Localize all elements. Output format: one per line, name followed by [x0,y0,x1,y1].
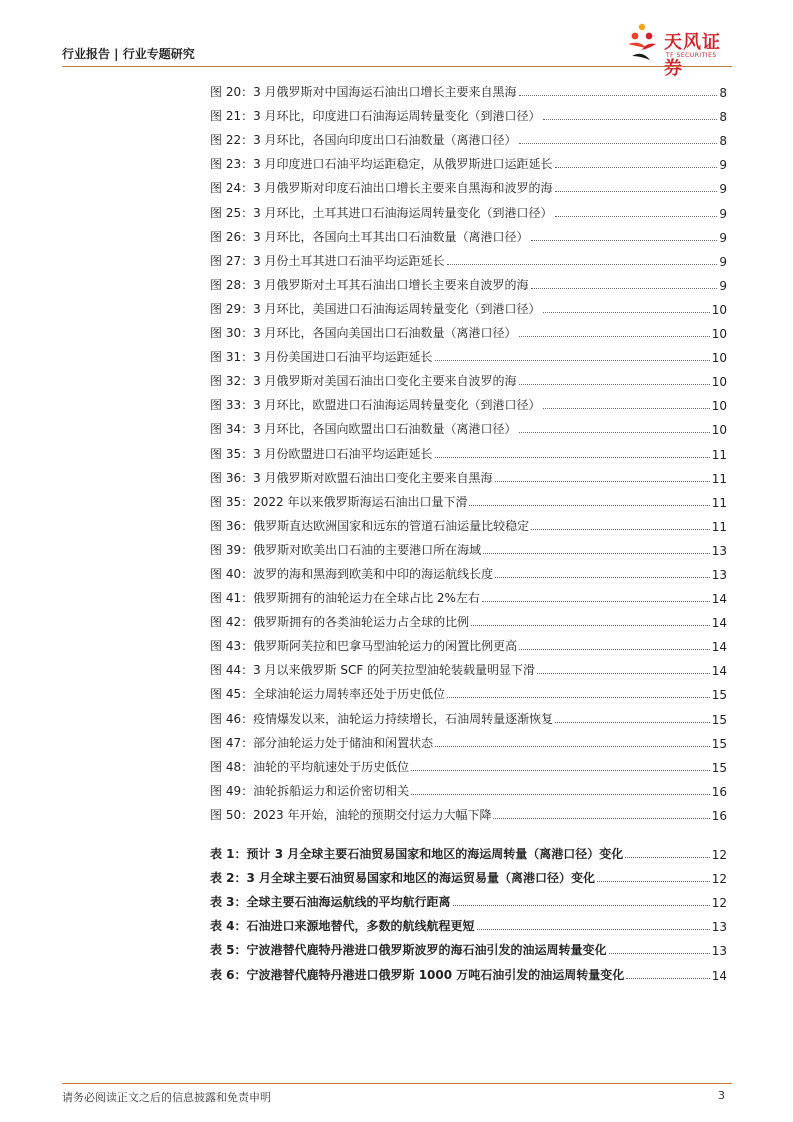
figure-entry[interactable] [210,775,727,799]
dot-leader [543,312,710,313]
figure-entry-title: 图 41：俄罗斯拥有的油轮运力在全球占比 2%左右 [210,591,480,606]
figure-entry[interactable] [210,317,727,341]
figure-entry-page: 10 [711,302,727,317]
figure-entry-page: 11 [711,447,727,462]
figure-entry[interactable] [210,486,727,510]
dot-leader [411,794,710,795]
logo-subtitle: TF SECURITIES [666,52,717,59]
figure-entry-title: 图 36：俄罗斯直达欧洲国家和远东的管道石油运量比较稳定 [210,518,530,533]
footer-divider [62,1083,732,1084]
figure-entry[interactable] [210,221,727,245]
dot-leader [537,673,710,674]
footer-disclaimer: 请务必阅读正文之后的信息披露和免责申明 [62,1091,271,1104]
table-entry[interactable] [210,862,727,886]
figure-entry[interactable] [210,799,727,823]
figure-entry[interactable] [210,245,727,269]
dot-leader [555,167,718,168]
figure-entry-title: 图 29：3 月环比，美国进口石油海运周转量变化（到港口径） [210,301,541,316]
dot-leader [471,625,710,626]
figure-entry-title: 图 44：3 月以来俄罗斯 SCF 的阿芙拉型油轮装载量明显下滑 [210,663,536,678]
figure-entry-page: 10 [711,399,727,414]
dot-leader [597,881,710,882]
table-entry-title: 表 3：全球主要石油海运航线的平均航行距离 [210,895,451,910]
figure-entry[interactable] [210,76,727,100]
figure-entry-page: 14 [711,664,727,679]
dot-leader [447,697,710,698]
dot-leader [435,746,710,747]
figure-entry[interactable] [210,100,727,124]
figure-entry-page: 15 [711,760,727,775]
dot-leader [543,408,710,409]
figure-entry-page: 8 [719,110,727,125]
figure-entry[interactable] [210,437,727,461]
company-logo [622,20,737,79]
dot-leader [519,95,718,96]
figure-entry-page: 11 [711,519,727,534]
dot-leader [625,857,709,858]
figure-entry-page: 9 [719,206,727,221]
dot-leader [531,288,718,289]
figure-entry-title: 图 21：3 月环比，印度进口石油海运周转量变化（到港口径） [210,109,541,124]
logo-mark-icon [622,22,662,66]
figure-entry-title: 图 35：3 月份欧盟进口石油平均运距延长 [210,446,433,461]
figure-entry-title: 图 31：3 月份美国进口石油平均运距延长 [210,350,433,365]
table-entry-page: 13 [711,920,727,935]
figure-entry-title: 图 25：3 月环比，土耳其进口石油海运周转量变化（到港口径） [210,205,553,220]
figure-entry-title: 图 20：3 月俄罗斯对中国海运石油出口增长主要来自黑海 [210,85,517,100]
figure-entry[interactable] [210,534,727,558]
dot-leader [435,457,710,458]
figure-entry[interactable] [210,678,727,702]
dot-leader [447,264,718,265]
figure-entry-page: 8 [719,86,727,101]
figure-entry-page: 13 [711,543,727,558]
dot-leader [519,432,710,433]
dot-leader [609,953,710,954]
dot-leader [482,601,710,602]
table-entry-title: 表 4：石油进口来源地替代，多数的航线航程更短 [210,919,475,934]
figure-entry-title: 图 47：部分油轮运力处于储油和闲置状态 [210,735,434,750]
header-divider [62,66,732,67]
figure-entry[interactable] [210,148,727,172]
figure-entry-title: 图 39：俄罗斯对欧美出口石油的主要港口所在海域 [210,542,482,557]
figure-entry[interactable] [210,727,727,751]
figure-entry[interactable] [210,751,727,775]
figure-entry-title: 图 27：3 月份土耳其进口石油平均运距延长 [210,253,445,268]
table-entry-title: 表 5：宁波港替代鹿特丹港进口俄罗斯波罗的海石油引发的油运周转量变化 [210,943,607,958]
table-entry-page: 12 [711,872,727,887]
dot-leader [555,191,718,192]
figure-entry-page: 14 [711,592,727,607]
table-entry[interactable] [210,838,727,862]
figure-entry-page: 15 [711,688,727,703]
figure-entry-title: 图 49：油轮拆船运力和运价密切相关 [210,783,410,798]
table-entry[interactable] [210,886,727,910]
dot-leader [519,649,710,650]
figure-entry[interactable] [210,293,727,317]
dot-leader [495,577,710,578]
figure-entry[interactable] [210,702,727,726]
figure-entry-page: 10 [711,423,727,438]
dot-leader [477,929,710,930]
figure-entry-page: 14 [711,616,727,631]
figure-entry-page: 9 [719,182,727,197]
figure-entry-page: 10 [711,375,727,390]
table-entry[interactable] [210,958,727,982]
figure-index [210,76,727,823]
table-entry-title: 表 6：宁波港替代鹿特丹港进口俄罗斯 1000 万吨石油引发的油运周转量变化 [210,967,625,982]
dot-leader [555,722,710,723]
table-entry-page: 12 [711,848,727,863]
figure-entry[interactable] [210,269,727,293]
figure-entry-title: 图 46：疫情爆发以来，油轮运力持续增长，石油周转量逐渐恢复 [210,711,554,726]
figure-entry-title: 图 34：3 月环比，各国向欧盟出口石油数量（离港口径） [210,422,517,437]
dot-leader [543,119,718,120]
dot-leader [435,360,710,361]
figure-entry-page: 10 [711,351,727,366]
dot-leader [469,505,709,506]
figure-entry[interactable] [210,124,727,148]
figure-entry-page: 9 [719,230,727,245]
figure-entry-title: 图 48：油轮的平均航速处于历史低位 [210,759,410,774]
figure-entry[interactable] [210,582,727,606]
figure-entry-page: 16 [711,808,727,823]
figure-entry-page: 13 [711,567,727,582]
dot-leader [495,481,710,482]
figure-entry-title: 图 24：3 月俄罗斯对印度石油出口增长主要来自黑海和波罗的海 [210,181,553,196]
figure-entry[interactable] [210,630,727,654]
figure-entry[interactable] [210,558,727,582]
table-entry[interactable] [210,910,727,934]
table-entry-page: 13 [711,944,727,959]
dot-leader [483,553,710,554]
figure-entry-title: 图 33：3 月环比，欧盟进口石油海运周转量变化（到港口径） [210,398,541,413]
figure-entry[interactable] [210,172,727,196]
figure-entry-title: 图 30：3 月环比，各国向美国出口石油数量（离港口径） [210,326,517,341]
dot-leader [519,336,710,337]
dot-leader [555,216,718,217]
figure-entry[interactable] [210,365,727,389]
figure-entry-page: 8 [719,134,727,149]
figure-entry-page: 14 [711,640,727,655]
figure-entry-title: 图 26：3 月环比，各国向土耳其出口石油数量（离港口径） [210,229,529,244]
figure-entry-page: 9 [719,254,727,269]
figure-entry[interactable] [210,462,727,486]
dot-leader [626,978,709,979]
figure-entry-title: 图 40：波罗的海和黑海到欧美和中印的海运航线长度 [210,566,494,581]
figure-entry-title: 图 22：3 月环比，各国向印度出口石油数量（离港口径） [210,133,517,148]
figure-entry-page: 16 [711,784,727,799]
table-entry[interactable] [210,934,727,958]
figure-entry-title: 图 35：2022 年以来俄罗斯海运石油出口量下滑 [210,494,468,509]
dot-leader [453,905,710,906]
table-entry-page: 14 [711,968,727,983]
report-category: 行业报告 | 行业专题研究 [62,47,195,61]
figure-entry[interactable] [210,413,727,437]
figure-entry-title: 图 32：3 月俄罗斯对美国石油出口变化主要来自波罗的海 [210,374,517,389]
table-entry-page: 12 [711,896,727,911]
figure-entry-title: 图 28：3 月俄罗斯对土耳其石油出口增长主要来自波罗的海 [210,277,529,292]
figure-entry-title: 图 50：2023 年开始，油轮的预期交付运力大幅下降 [210,807,492,822]
dot-leader [519,384,710,385]
dot-leader [531,529,710,530]
logo-name: 天风证券 [664,32,721,79]
figure-entry-page: 15 [711,712,727,727]
figure-entry-title: 图 36：3 月俄罗斯对欧盟石油出口变化主要来自黑海 [210,470,493,485]
table-entry-title: 表 1：预计 3 月全球主要石油贸易国家和地区的海运周转量（离港口径）变化 [210,847,624,862]
table-index [210,838,727,983]
figure-entry[interactable] [210,389,727,413]
figure-entry[interactable] [210,341,727,365]
figure-entry-page: 9 [719,278,727,293]
figure-entry-title: 图 43：俄罗斯阿芙拉和巴拿马型油轮运力的闲置比例更高 [210,639,518,654]
figure-entry-page: 11 [711,495,727,510]
figure-entry-page: 9 [719,158,727,173]
figure-entry-title: 图 42：俄罗斯拥有的各类油轮运力占全球的比例 [210,615,470,630]
figure-entry-page: 10 [711,327,727,342]
dot-leader [493,818,709,819]
page-number: 3 [718,1089,725,1102]
figure-entry[interactable] [210,606,727,630]
figure-entry[interactable] [210,510,727,534]
figure-entry-title: 图 45：全球油轮运力周转率还处于历史低位 [210,687,446,702]
dot-leader [531,240,718,241]
figure-entry-page: 11 [711,471,727,486]
figure-entry[interactable] [210,654,727,678]
figure-entry-page: 15 [711,736,727,751]
figure-entry[interactable] [210,196,727,220]
table-entry-title: 表 2：3 月全球主要石油贸易国家和地区的海运贸易量（离港口径）变化 [210,871,596,886]
dot-leader [411,770,710,771]
figure-entry-title: 图 23：3 月印度进口石油平均运距稳定，从俄罗斯进口运距延长 [210,157,553,172]
dot-leader [519,143,718,144]
